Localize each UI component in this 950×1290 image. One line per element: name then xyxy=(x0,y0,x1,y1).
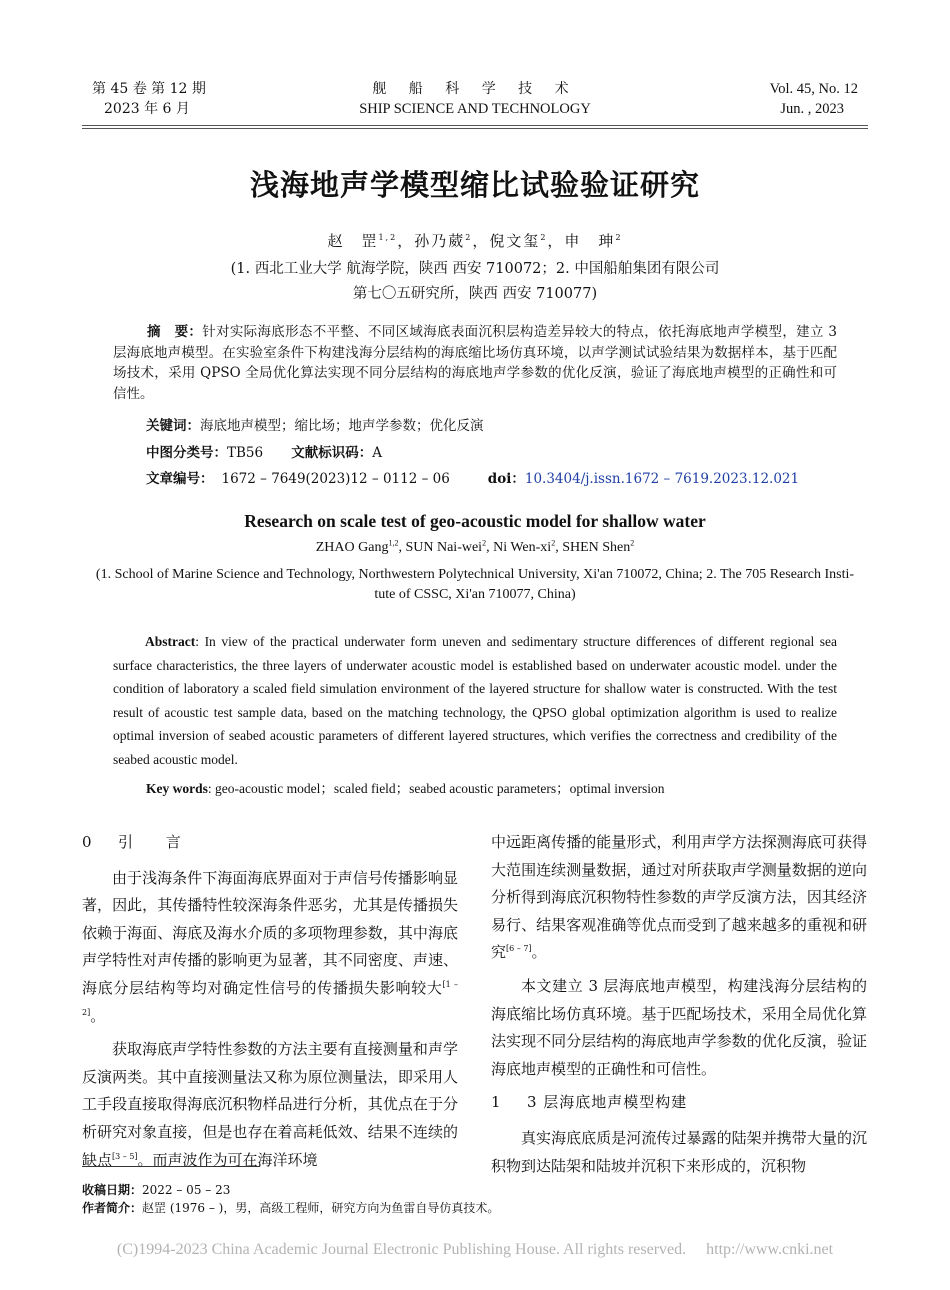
header-issue xyxy=(92,79,312,119)
abstract-cn-label: 摘 要： xyxy=(147,324,203,340)
citation-ref[interactable]: [6 – 7] xyxy=(506,944,532,954)
paragraph-text: 由于浅海条件下海面海底界面对于声信号传播影响显著，因此，其传播特性较深海条件恶劣，尤其是传播损失依赖于海面、海底及海水介质的多项物理参数，其中海底声学特性对声传播的影响更为显著，其不同密度、声速、海底分层结构等均对确定性信号的传播损失影响较大 xyxy=(82,868,458,997)
body-left-column xyxy=(82,829,458,1180)
section-title: 引 言 xyxy=(118,833,195,851)
section-title: 3 层海底地声模型构建 xyxy=(527,1093,688,1112)
footnote-rule xyxy=(82,1166,260,1167)
article-number xyxy=(146,469,799,489)
author-name-en: , SUN Nai-wei xyxy=(398,540,483,555)
english-abstract-text: : In view of the practical underwater form uneven and sedimentary structure differences of different regional sea surface characteristics, the three layers of underwater acoustic model is established based on underwater acoustic model. under the condition of laboratory a scaled field simulation environment of the layered structure for shallow water is constructed. With the test result of acoustic test sample data, based on the matching technology, the QPSO global optimization algorithm is used to realize optimal inversion of seabed acoustic parameters of different layered structures, which verifies the correctness and credibility of the seabed acoustic model. xyxy=(113,634,837,767)
author-name: ，孙乃葳 xyxy=(397,232,466,250)
author-bio-label: 作者简介： xyxy=(82,1201,143,1215)
keywords-cn xyxy=(146,416,484,436)
section-heading-model xyxy=(491,1089,867,1117)
paragraph-text: 。而声波作为可在海洋环境 xyxy=(137,1150,318,1169)
abstract-cn-text: 针对实际海底形态不平整、不同区域海底表面沉积层构造差异较大的特点，依托海底地声学模型，建立 3 层海底地声模型。在实验室条件下构建浅海分层结构的海底缩比场仿真环境，以声学测试试验结果为数据样本，基于匹配场技术，采用 QPSO 全局优化算法实现不同分层结构的海底地声学参数的优化反演，验证了海底地声模型的正确性和可信性。 xyxy=(113,324,837,402)
affiliation-line: (1. 西北工业大学 航海学院，陕西 西安 710072；2. 中国船舶集团有限公司 xyxy=(230,261,720,277)
english-affiliation-line: tute of CSSC, Xi'an 710077, China) xyxy=(374,587,576,602)
footnote-author xyxy=(82,1199,499,1217)
english-title: Research on scale test of geo-acoustic model for shallow water xyxy=(244,511,706,531)
author-affil-sup: 2 xyxy=(615,233,623,242)
author-affil-sup: 2 xyxy=(540,233,548,242)
author-affil-sup: 2 xyxy=(465,233,473,242)
affiliations xyxy=(150,257,800,307)
english-keywords-label: Key words xyxy=(146,781,208,796)
author-list xyxy=(0,230,950,251)
body-paragraph xyxy=(491,829,867,967)
author-name-en: ZHAO Gang xyxy=(315,540,389,555)
english-abstract-label: Abstract xyxy=(145,634,196,649)
body-paragraph xyxy=(82,1036,458,1174)
affiliation-line: 第七〇五研究所，陕西 西安 710077) xyxy=(352,286,598,302)
paragraph-text: 。 xyxy=(531,943,547,962)
journal-name-cn: 舰 船 科 学 技 术 xyxy=(372,81,578,97)
author-name-en: , Ni Wen-xi xyxy=(486,540,552,555)
clc-value: TB56 xyxy=(227,445,264,461)
author-name-en: , SHEN Shen xyxy=(555,540,631,555)
received-date: 2022 – 05 – 23 xyxy=(142,1183,231,1197)
english-abstract xyxy=(113,630,837,772)
author-bio: 赵罡 (1976 – )，男，高级工程师，研究方向为鱼雷自导仿真技术。 xyxy=(142,1201,500,1215)
english-affiliation-line: (1. School of Marine Science and Technology, Northwestern Polytechnical University, Xi'an 710072, China; 2. The 705 Research Insti- xyxy=(95,567,855,582)
body-right-column xyxy=(491,829,867,1186)
section-heading-intro xyxy=(82,829,458,857)
journal-name-en: SHIP SCIENCE AND TECHNOLOGY xyxy=(359,101,591,117)
section-number: 1 xyxy=(491,1093,501,1112)
abstract-cn xyxy=(113,322,837,404)
footnote-received xyxy=(82,1181,230,1199)
paragraph-text: 获取海底声学特性参数的方法主要有直接测量和声学反演两类。其中直接测量法又称为原位测量法，即采用人工手段直接取得海底沉积物样品进行分析，其优点在于分析研究对象直接，但是也存在着高耗低效、结果不连续的缺点 xyxy=(82,1040,458,1169)
body-paragraph: 本文建立 3 层海底地声模型，构建浅海分层结构的海底缩比场仿真环境。基于匹配场技术，采用全局优化算法实现不同分层结构的海底地声学参数的优化反演，验证海底地声模型的正确性和可信性。 xyxy=(491,976,867,1078)
header-volume-en xyxy=(700,79,858,119)
received-label: 收稿日期： xyxy=(82,1183,143,1197)
section-number: 0 xyxy=(82,833,92,851)
author-affil-sup: 1,2 xyxy=(378,233,398,242)
article-no-label: 文章编号： xyxy=(146,471,214,487)
doi-link[interactable]: 10.3404/j.issn.1672 – 7619.2023.12.021 xyxy=(524,471,800,487)
doc-code-value: A xyxy=(372,445,383,461)
header-date: 2023 年 6 月 xyxy=(104,101,190,117)
body-paragraph: 真实海底底质是河流传过暴露的陆架并携带大量的沉积物到达陆架和陆坡并沉积下来形成的，沉积物 xyxy=(491,1128,867,1175)
article-no-value: 1672 – 7649(2023)12 – 0112 – 06 xyxy=(221,471,450,487)
citation-ref[interactable]: [3 – 5] xyxy=(112,1151,138,1161)
paragraph-text: 。 xyxy=(90,1006,106,1025)
author-name: ，申 珅 xyxy=(547,232,616,250)
paragraph-text: 中远距离传播的能量形式，利用声学方法探测海底可获得大范围连续测量数据，通过对所获取声学测量数据的逆向分析得到海底沉积物特性参数的声学反演方法，因其经济易行、结果客观准确等优点而受到了越来越多的重视和研究 xyxy=(491,833,867,962)
copyright-notice: (C)1994-2023 China Academic Journal Electronic Publishing House. All rights reserved. http://www.cnki.net xyxy=(116,1241,834,1258)
header-date-en: Jun. , 2023 xyxy=(780,101,844,117)
doi-label: doi： xyxy=(487,471,525,487)
author-affil-sup: 2 xyxy=(630,538,635,548)
header-journal xyxy=(300,79,650,119)
header-vol-no: Vol. 45, No. 12 xyxy=(769,81,858,97)
author-affil-sup: 1,2 xyxy=(388,538,399,548)
keywords-cn-label: 关键词： xyxy=(146,418,200,434)
english-affiliations xyxy=(80,565,870,605)
english-keywords-text: : geo-acoustic model；scaled field；seabed acoustic parameters；optimal inversion xyxy=(207,781,665,796)
author-name: 赵 罡 xyxy=(327,232,379,250)
body-paragraph xyxy=(82,865,458,1031)
doc-code-label: 文献标识码： xyxy=(291,445,373,461)
clc-label: 中图分类号： xyxy=(146,445,227,461)
author-affil-sup: 2 xyxy=(482,538,487,548)
english-keywords xyxy=(146,777,664,797)
citation-ref[interactable]: [1 – 2] xyxy=(82,979,458,1017)
keywords-cn-text: 海底地声模型；缩比场；地声学参数；优化反演 xyxy=(200,418,484,434)
header-rule xyxy=(82,125,868,126)
paper-title: 浅海地声学模型缩比试验验证研究 xyxy=(249,168,700,202)
author-affil-sup: 2 xyxy=(551,538,556,548)
header-volume-issue: 第 45 卷 第 12 期 xyxy=(92,81,206,97)
classification xyxy=(146,443,382,463)
english-authors xyxy=(0,540,950,556)
author-name: ，倪文玺 xyxy=(472,232,541,250)
header-rule-thin xyxy=(82,128,868,129)
